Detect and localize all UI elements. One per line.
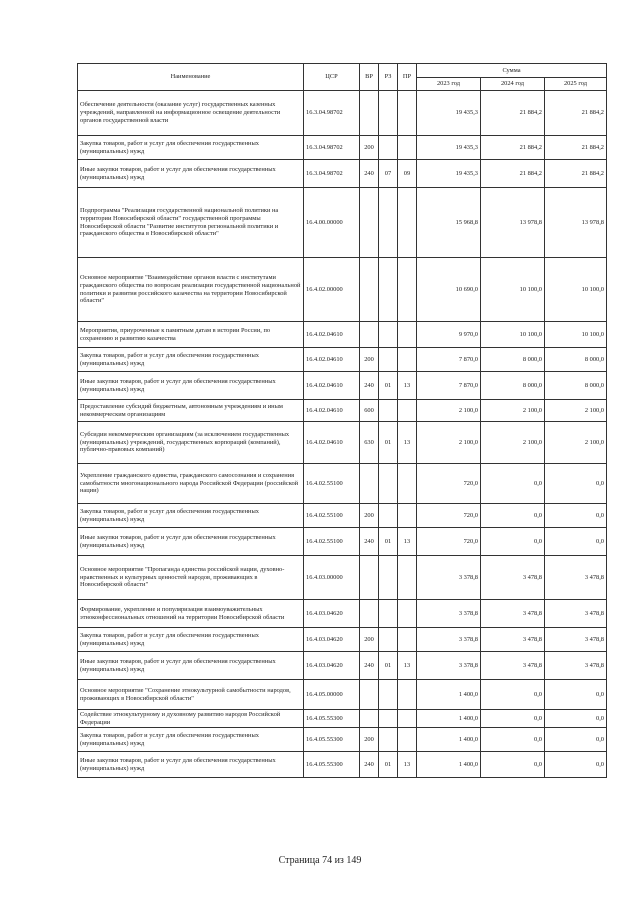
cell-vr xyxy=(360,556,379,600)
cell-v1: 10 690,0 xyxy=(417,258,481,322)
header-sum: Сумма xyxy=(417,64,607,78)
cell-pr xyxy=(398,464,417,504)
cell-v1: 720,0 xyxy=(417,528,481,556)
cell-v3: 3 478,8 xyxy=(545,556,607,600)
cell-csr: 16.3.04.98702 xyxy=(304,91,360,136)
cell-csr: 16.4.02.55100 xyxy=(304,504,360,528)
cell-v2: 0,0 xyxy=(481,528,545,556)
cell-v2: 0,0 xyxy=(481,728,545,752)
cell-name: Мероприятия, приуроченные к памятным датам в истории России, по сохранению и развитию казачества xyxy=(78,322,304,348)
cell-vr: 240 xyxy=(360,372,379,400)
cell-v3: 3 478,8 xyxy=(545,600,607,628)
cell-rz xyxy=(379,348,398,372)
cell-name: Закупка товаров, работ и услуг для обеспечения государственных (муниципальных) нужд xyxy=(78,136,304,160)
cell-v3: 10 100,0 xyxy=(545,258,607,322)
cell-v3: 13 978,8 xyxy=(545,188,607,258)
table-row xyxy=(78,258,607,322)
cell-v2: 3 478,8 xyxy=(481,652,545,680)
cell-rz xyxy=(379,464,398,504)
cell-v1: 720,0 xyxy=(417,504,481,528)
cell-pr xyxy=(398,348,417,372)
cell-v2: 8 000,0 xyxy=(481,348,545,372)
cell-pr xyxy=(398,258,417,322)
cell-v2: 2 100,0 xyxy=(481,400,545,422)
cell-v3: 0,0 xyxy=(545,710,607,728)
cell-pr xyxy=(398,710,417,728)
cell-v3: 0,0 xyxy=(545,752,607,778)
table-row xyxy=(78,188,607,258)
cell-v2: 0,0 xyxy=(481,464,545,504)
cell-pr xyxy=(398,680,417,710)
cell-vr: 200 xyxy=(360,504,379,528)
cell-v3: 10 100,0 xyxy=(545,322,607,348)
cell-v1: 15 968,8 xyxy=(417,188,481,258)
cell-rz: 07 xyxy=(379,160,398,188)
cell-v3: 21 884,2 xyxy=(545,160,607,188)
cell-v2: 21 884,2 xyxy=(481,136,545,160)
header-csr: ЦСР xyxy=(304,64,360,91)
table-row xyxy=(78,91,607,136)
page-number: Страница 74 из 149 xyxy=(278,855,362,866)
cell-v2: 3 478,8 xyxy=(481,628,545,652)
header-year-2024: 2024 год xyxy=(481,78,545,91)
header-pr: ПР xyxy=(398,64,417,91)
cell-v1: 720,0 xyxy=(417,464,481,504)
cell-name: Обеспечение деятельности (оказание услуг) государственных казенных учреждений, направленной на информационное освещение деятельности органов государственной власти xyxy=(78,91,304,136)
cell-rz xyxy=(379,504,398,528)
cell-vr xyxy=(360,464,379,504)
cell-pr: 13 xyxy=(398,652,417,680)
cell-csr: 16.3.04.98702 xyxy=(304,136,360,160)
table-row xyxy=(78,680,607,710)
cell-v1: 9 970,0 xyxy=(417,322,481,348)
table-row xyxy=(78,528,607,556)
cell-name: Иные закупки товаров, работ и услуг для обеспечения государственных (муниципальных) нужд xyxy=(78,160,304,188)
cell-vr: 240 xyxy=(360,160,379,188)
cell-v1: 1 400,0 xyxy=(417,752,481,778)
cell-v1: 3 378,8 xyxy=(417,628,481,652)
cell-csr: 16.3.04.98702 xyxy=(304,160,360,188)
cell-vr xyxy=(360,680,379,710)
table-row xyxy=(78,400,607,422)
cell-v1: 7 870,0 xyxy=(417,348,481,372)
cell-rz: 01 xyxy=(379,372,398,400)
cell-v1: 3 378,8 xyxy=(417,600,481,628)
cell-v2: 8 000,0 xyxy=(481,372,545,400)
cell-v3: 8 000,0 xyxy=(545,372,607,400)
cell-pr xyxy=(398,188,417,258)
cell-vr: 200 xyxy=(360,628,379,652)
cell-v3: 0,0 xyxy=(545,680,607,710)
cell-csr: 16.4.02.00000 xyxy=(304,258,360,322)
cell-v1: 3 378,8 xyxy=(417,556,481,600)
cell-name: Закупка товаров, работ и услуг для обеспечения государственных (муниципальных) нужд xyxy=(78,628,304,652)
cell-pr xyxy=(398,322,417,348)
cell-pr xyxy=(398,628,417,652)
cell-csr: 16.4.05.00000 xyxy=(304,680,360,710)
cell-v3: 21 884,2 xyxy=(545,91,607,136)
cell-csr: 16.4.02.04610 xyxy=(304,400,360,422)
cell-rz: 01 xyxy=(379,752,398,778)
cell-csr: 16.4.02.55100 xyxy=(304,464,360,504)
cell-name: Иные закупки товаров, работ и услуг для обеспечения государственных (муниципальных) нужд xyxy=(78,652,304,680)
table-row xyxy=(78,136,607,160)
table-row xyxy=(78,652,607,680)
cell-v3: 21 884,2 xyxy=(545,136,607,160)
cell-v1: 1 400,0 xyxy=(417,728,481,752)
cell-pr: 13 xyxy=(398,528,417,556)
cell-name: Основное мероприятие "Пропаганда единства российской нации, духовно-нравственных и культурных ценностей народов, проживающих в Новосибирской области" xyxy=(78,556,304,600)
cell-name: Подпрограмма "Реализация государственной национальной политики на территории Новосибирской области" государственной программы Новосибирской области "Развитие институтов региональной политики и гражданского общества в Новосибирской области" xyxy=(78,188,304,258)
cell-rz xyxy=(379,400,398,422)
cell-rz xyxy=(379,322,398,348)
cell-csr: 16.4.02.55100 xyxy=(304,528,360,556)
cell-pr: 13 xyxy=(398,422,417,464)
cell-rz xyxy=(379,600,398,628)
cell-csr: 16.4.05.55300 xyxy=(304,752,360,778)
table-row xyxy=(78,464,607,504)
cell-v1: 1 400,0 xyxy=(417,710,481,728)
table-row xyxy=(78,160,607,188)
cell-pr xyxy=(398,600,417,628)
cell-name: Иные закупки товаров, работ и услуг для обеспечения государственных (муниципальных) нужд xyxy=(78,528,304,556)
cell-rz xyxy=(379,91,398,136)
cell-csr: 16.4.03.04620 xyxy=(304,600,360,628)
cell-vr: 630 xyxy=(360,422,379,464)
table-row xyxy=(78,322,607,348)
cell-v3: 0,0 xyxy=(545,528,607,556)
cell-v2: 10 100,0 xyxy=(481,322,545,348)
cell-csr: 16.4.02.04610 xyxy=(304,372,360,400)
header-rz: РЗ xyxy=(379,64,398,91)
cell-pr xyxy=(398,556,417,600)
cell-rz xyxy=(379,258,398,322)
cell-rz xyxy=(379,628,398,652)
cell-vr: 200 xyxy=(360,136,379,160)
table-row xyxy=(78,372,607,400)
cell-csr: 16.4.00.00000 xyxy=(304,188,360,258)
cell-name: Иные закупки товаров, работ и услуг для обеспечения государственных (муниципальных) нужд xyxy=(78,372,304,400)
cell-v2: 0,0 xyxy=(481,752,545,778)
cell-v3: 0,0 xyxy=(545,464,607,504)
cell-v3: 3 478,8 xyxy=(545,652,607,680)
cell-v2: 0,0 xyxy=(481,680,545,710)
cell-vr xyxy=(360,710,379,728)
cell-v3: 0,0 xyxy=(545,504,607,528)
cell-name: Иные закупки товаров, работ и услуг для обеспечения государственных (муниципальных) нужд xyxy=(78,752,304,778)
cell-v1: 3 378,8 xyxy=(417,652,481,680)
cell-v1: 7 870,0 xyxy=(417,372,481,400)
table-row xyxy=(78,348,607,372)
cell-v3: 2 100,0 xyxy=(545,422,607,464)
cell-v1: 19 435,3 xyxy=(417,160,481,188)
table-header xyxy=(78,64,607,91)
cell-vr xyxy=(360,258,379,322)
table-body xyxy=(78,91,607,778)
cell-vr xyxy=(360,322,379,348)
cell-v2: 21 884,2 xyxy=(481,160,545,188)
cell-name: Основное мероприятие "Взаимодействие органов власти с институтами гражданского общества по вопросам реализации государственной национальной политики и развития российского казачества на территории Новосибирской области" xyxy=(78,258,304,322)
cell-pr xyxy=(398,136,417,160)
header-year-2023: 2023 год xyxy=(417,78,481,91)
cell-csr: 16.4.05.55300 xyxy=(304,710,360,728)
cell-csr: 16.4.03.04620 xyxy=(304,652,360,680)
cell-name: Закупка товаров, работ и услуг для обеспечения государственных (муниципальных) нужд xyxy=(78,348,304,372)
cell-rz: 01 xyxy=(379,528,398,556)
cell-vr: 200 xyxy=(360,728,379,752)
table-row xyxy=(78,710,607,728)
cell-v2: 3 478,8 xyxy=(481,556,545,600)
header-vr: ВР xyxy=(360,64,379,91)
table-row xyxy=(78,628,607,652)
cell-name: Формирование, укрепление и популяризация взаимоуважительных этноконфессиональных отношений на территории Новосибирской области xyxy=(78,600,304,628)
cell-v2: 3 478,8 xyxy=(481,600,545,628)
cell-v2: 0,0 xyxy=(481,504,545,528)
budget-table xyxy=(77,63,607,778)
cell-rz: 01 xyxy=(379,422,398,464)
cell-name: Содействие этнокультурному и духовному развитию народов Российской Федерации xyxy=(78,710,304,728)
cell-vr: 200 xyxy=(360,348,379,372)
cell-name: Субсидии некоммерческим организациям (за исключением государственных (муниципальных) учреждений, государственных корпораций (компаний), публично-правовых компаний) xyxy=(78,422,304,464)
cell-rz xyxy=(379,728,398,752)
cell-csr: 16.4.03.00000 xyxy=(304,556,360,600)
cell-vr xyxy=(360,91,379,136)
table-row xyxy=(78,422,607,464)
cell-v1: 2 100,0 xyxy=(417,400,481,422)
cell-csr: 16.4.02.04610 xyxy=(304,348,360,372)
table-row xyxy=(78,600,607,628)
cell-vr: 240 xyxy=(360,652,379,680)
cell-rz xyxy=(379,556,398,600)
table-row xyxy=(78,504,607,528)
cell-vr: 600 xyxy=(360,400,379,422)
header-year-2025: 2025 год xyxy=(545,78,607,91)
cell-v2: 21 884,2 xyxy=(481,91,545,136)
cell-pr xyxy=(398,728,417,752)
cell-v3: 8 000,0 xyxy=(545,348,607,372)
cell-name: Основное мероприятие "Сохранение этнокультурной самобытности народов, проживающих в Новосибирской области" xyxy=(78,680,304,710)
cell-v1: 19 435,3 xyxy=(417,136,481,160)
cell-csr: 16.4.02.04610 xyxy=(304,422,360,464)
header-name: Наименование xyxy=(78,64,304,91)
cell-v2: 0,0 xyxy=(481,710,545,728)
cell-pr: 13 xyxy=(398,372,417,400)
table-row xyxy=(78,728,607,752)
cell-rz xyxy=(379,188,398,258)
cell-vr xyxy=(360,600,379,628)
cell-v1: 2 100,0 xyxy=(417,422,481,464)
cell-csr: 16.4.02.04610 xyxy=(304,322,360,348)
cell-rz xyxy=(379,710,398,728)
cell-vr: 240 xyxy=(360,528,379,556)
cell-rz xyxy=(379,680,398,710)
cell-v2: 10 100,0 xyxy=(481,258,545,322)
cell-name: Закупка товаров, работ и услуг для обеспечения государственных (муниципальных) нужд xyxy=(78,504,304,528)
table-row xyxy=(78,556,607,600)
cell-name: Закупка товаров, работ и услуг для обеспечения государственных (муниципальных) нужд xyxy=(78,728,304,752)
cell-name: Предоставление субсидий бюджетным, автономным учреждениям и иным некоммерческим организациям xyxy=(78,400,304,422)
cell-name: Укрепление гражданского единства, гражданского самосознания и сохранения самобытности многонационального народа Российской Федерации (российской нации) xyxy=(78,464,304,504)
cell-vr xyxy=(360,188,379,258)
cell-vr: 240 xyxy=(360,752,379,778)
cell-v2: 13 978,8 xyxy=(481,188,545,258)
cell-pr xyxy=(398,504,417,528)
cell-csr: 16.4.05.55300 xyxy=(304,728,360,752)
cell-rz: 01 xyxy=(379,652,398,680)
cell-pr xyxy=(398,91,417,136)
cell-pr: 09 xyxy=(398,160,417,188)
cell-v1: 19 435,3 xyxy=(417,91,481,136)
cell-v3: 0,0 xyxy=(545,728,607,752)
cell-csr: 16.4.03.04620 xyxy=(304,628,360,652)
cell-pr xyxy=(398,400,417,422)
table-row xyxy=(78,752,607,778)
cell-pr: 13 xyxy=(398,752,417,778)
cell-v3: 2 100,0 xyxy=(545,400,607,422)
cell-v1: 1 400,0 xyxy=(417,680,481,710)
cell-v2: 2 100,0 xyxy=(481,422,545,464)
cell-rz xyxy=(379,136,398,160)
cell-v3: 3 478,8 xyxy=(545,628,607,652)
